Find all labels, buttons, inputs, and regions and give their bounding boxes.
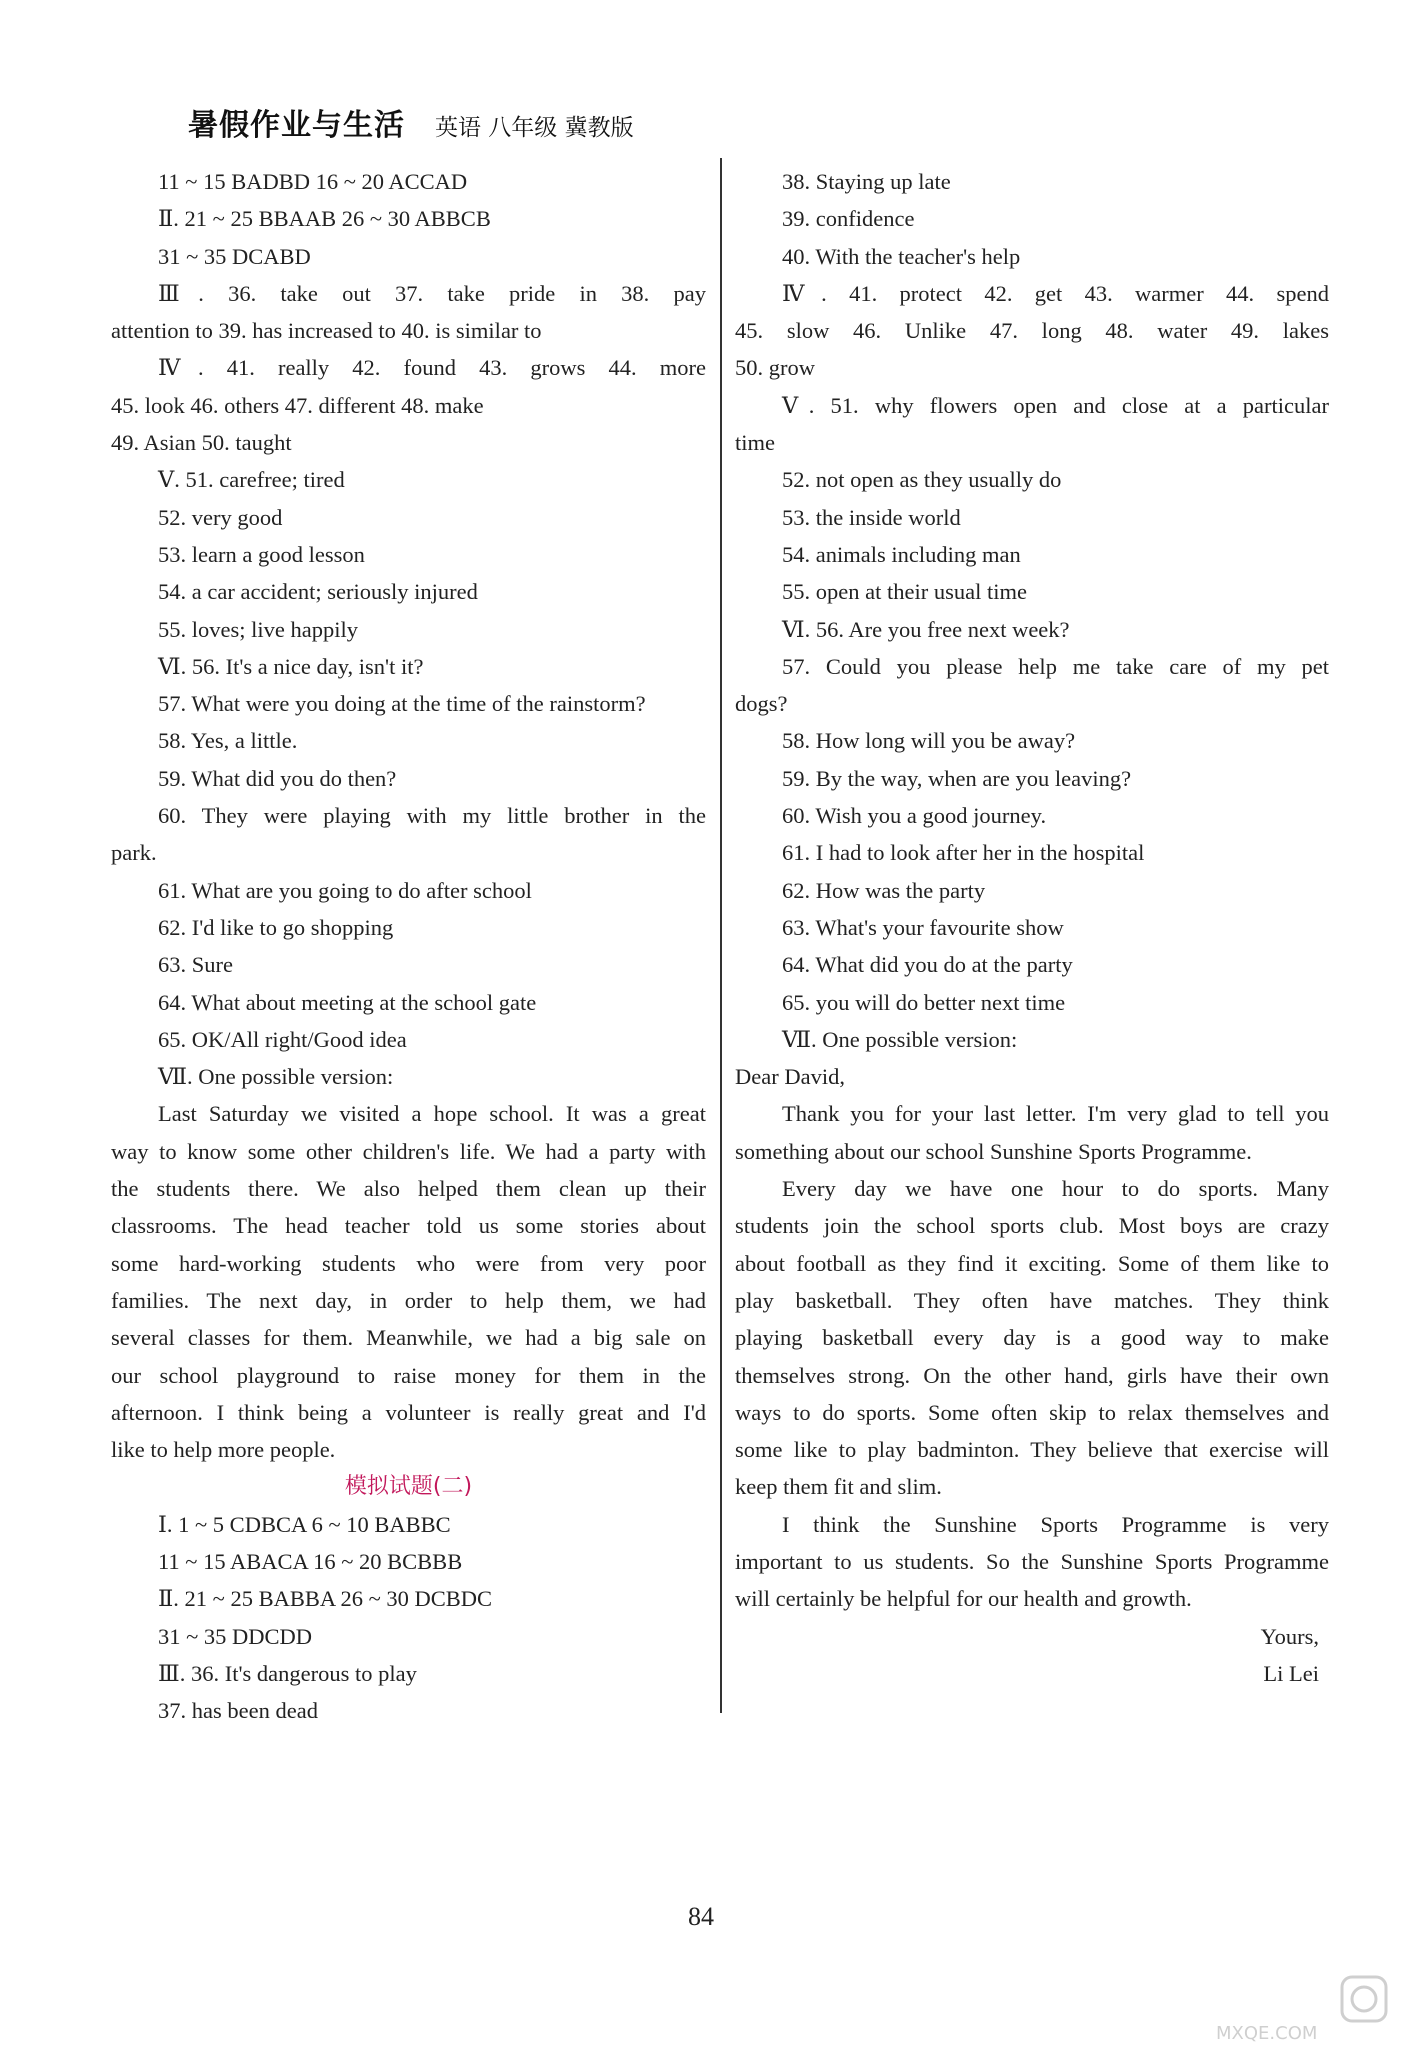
left-answer-line: 63. Sure (158, 952, 233, 978)
right-answer-line: 58. How long will you be away? (782, 728, 1076, 754)
left-answer-line: Ⅰ. 1 ~ 5 CDBCA 6 ~ 10 BABBC (158, 1511, 451, 1537)
right-answer-line: I think the Sunshine Sports Programme is very (782, 1511, 1329, 1537)
book-title: 暑假作业与生活 (188, 108, 405, 143)
right-answer-line: Every day we have one hour to do sports. Many (782, 1176, 1329, 1202)
right-column (735, 163, 1329, 1692)
right-answer-line: 50. grow (735, 355, 815, 381)
left-answer-line: 31 ~ 35 DCABD (158, 243, 311, 269)
right-answer-line: important to us students. So the Sunshine Sports Programme (735, 1548, 1329, 1574)
left-answer-line: afternoon. I think being a volunteer is really great and I'd (111, 1399, 706, 1425)
left-answer-line: classrooms. The head teacher told us some stories about (111, 1213, 706, 1239)
right-answer-line: 38. Staying up late (782, 169, 951, 194)
right-answer-line: 63. What's your favourite show (782, 914, 1064, 940)
right-answer-line: about football as they find it exciting. Some of them like to (735, 1250, 1329, 1276)
right-answer-line: 40. With the teacher's help (782, 243, 1021, 269)
left-answer-line: 54. a car accident; seriously injured (158, 579, 478, 605)
right-answer-line: Thank you for your last letter. I'm very glad to tell you (782, 1101, 1329, 1127)
left-answer-line: 55. loves; live happily (158, 616, 358, 642)
right-answer-line: Ⅴ. 51. why flowers open and close at a particular (782, 392, 1329, 418)
right-answer-line: playing basketball every day is a good way to make (735, 1325, 1329, 1351)
left-answer-line: 45. look 46. others 47. different 48. make (111, 392, 484, 418)
right-answer-line: keep them fit and slim. (735, 1474, 942, 1500)
right-answer-line: 62. How was the party (782, 877, 986, 903)
left-answer-line: Ⅲ. 36. It's dangerous to play (158, 1660, 417, 1686)
right-answer-line: students join the school sports club. Most boys are crazy (735, 1213, 1329, 1239)
left-answer-line: 52. very good (158, 504, 283, 530)
left-answer-line: way to know some other children's life. We had a party with (111, 1138, 706, 1164)
left-answer-line: 49. Asian 50. taught (111, 430, 292, 456)
right-answer-line: 60. Wish you a good journey. (782, 803, 1047, 829)
right-answer-line: Ⅶ. One possible version: (782, 1026, 1018, 1052)
right-answer-line: 61. I had to look after her in the hospital (782, 840, 1145, 866)
left-answer-line: 11 ~ 15 BADBD 16 ~ 20 ACCAD (158, 169, 468, 194)
right-answer-line: Ⅵ. 56. Are you free next week? (782, 616, 1070, 642)
left-answer-line: 61. What are you going to do after school (158, 877, 532, 903)
left-answer-line: 65. OK/All right/Good idea (158, 1026, 407, 1052)
right-answer-line: dogs? (735, 691, 788, 717)
right-answer-line: 45. slow 46. Unlike 47. long 48. water 49. lakes (735, 318, 1329, 344)
page-number: 84 (688, 1902, 714, 1931)
right-answer-line: 53. the inside world (782, 504, 961, 530)
left-answer-line: 62. I'd like to go shopping (158, 914, 394, 940)
right-answer-line: 52. not open as they usually do (782, 467, 1062, 493)
left-answer-line: Ⅱ. 21 ~ 25 BABBA 26 ~ 30 DCBDC (158, 1586, 493, 1612)
right-answer-line: will certainly be helpful for our health and growth. (735, 1586, 1192, 1612)
right-answer-line: themselves strong. On the other hand, girls have their own (735, 1362, 1329, 1388)
left-answer-line: Ⅴ. 51. carefree; tired (158, 467, 345, 493)
left-answer-line: park. (111, 840, 157, 866)
left-answer-line: 58. Yes, a little. (158, 728, 298, 754)
right-answer-line: 57. Could you please help me take care of my pet (782, 653, 1329, 679)
right-answer-line: 55. open at their usual time (782, 579, 1027, 605)
right-answer-line: some like to play badminton. They believe that exercise will (735, 1437, 1329, 1463)
right-answer-line: Ⅳ. 41. protect 42. get 43. warmer 44. spend (782, 280, 1329, 306)
left-answer-line: Ⅳ. 41. really 42. found 43. grows 44. more (158, 355, 706, 381)
right-answer-line: 39. confidence (782, 206, 915, 232)
left-answer-line: 59. What did you do then? (158, 765, 397, 791)
watermark-logo (1212, 1975, 1392, 2045)
left-column (111, 163, 706, 1729)
right-answer-line: 65. you will do better next time (782, 989, 1066, 1015)
left-answer-line: Ⅱ. 21 ~ 25 BBAAB 26 ~ 30 ABBCB (158, 206, 491, 232)
left-answer-line: our school playground to raise money for them in the (111, 1362, 706, 1388)
left-answer-line: 64. What about meeting at the school gate (158, 989, 537, 1015)
right-answer-line: Yours, (1260, 1623, 1319, 1649)
left-answer-line: Ⅵ. 56. It's a nice day, isn't it? (158, 653, 424, 679)
right-answer-line: 64. What did you do at the party (782, 952, 1073, 978)
left-answer-line: Last Saturday we visited a hope school. It was a great (158, 1101, 706, 1127)
left-answer-line: the students there. We also helped them clean up their (111, 1176, 706, 1202)
page-header (188, 100, 634, 144)
right-answer-line: play basketball. They often have matches. They think (735, 1287, 1329, 1313)
right-answer-line: 59. By the way, when are you leaving? (782, 765, 1132, 791)
right-answer-line: Dear David, (735, 1064, 845, 1090)
column-divider (720, 158, 722, 1713)
book-subtitle: 英语 八年级 冀教版 (435, 115, 634, 141)
watermark-text: MXQE.COM (1216, 2023, 1318, 2044)
left-answer-line: 37. has been dead (158, 1698, 318, 1724)
left-answer-line: 57. What were you doing at the time of the rainstorm? (158, 691, 646, 717)
left-answer-line: attention to 39. has increased to 40. is similar to (111, 318, 542, 344)
right-answer-line: 54. animals including man (782, 541, 1021, 567)
right-answer-line: something about our school Sunshine Sports Programme. (735, 1138, 1252, 1164)
left-answer-line: 31 ~ 35 DDCDD (158, 1623, 313, 1649)
left-answer-line: some hard-working students who were from very poor (111, 1250, 706, 1276)
left-answer-line: families. The next day, in order to help them, we had (111, 1287, 706, 1313)
right-answer-line: Li Lei (1263, 1660, 1319, 1686)
left-answer-line: like to help more people. (111, 1437, 336, 1463)
left-answer-line: Ⅶ. One possible version: (158, 1064, 394, 1090)
left-answer-line: 53. learn a good lesson (158, 541, 365, 567)
left-answer-line: 60. They were playing with my little brother in the (158, 803, 706, 829)
left-answer-line: Ⅲ. 36. take out 37. take pride in 38. pay (158, 280, 706, 306)
left-answer-line: 11 ~ 15 ABACA 16 ~ 20 BCBBB (158, 1548, 463, 1574)
right-answer-line: ways to do sports. Some often skip to relax themselves and (735, 1399, 1329, 1425)
left-answer-line: 模拟试题(二) (344, 1474, 473, 1500)
right-answer-line: time (735, 430, 775, 456)
left-answer-line: several classes for them. Meanwhile, we had a big sale on (111, 1325, 706, 1351)
